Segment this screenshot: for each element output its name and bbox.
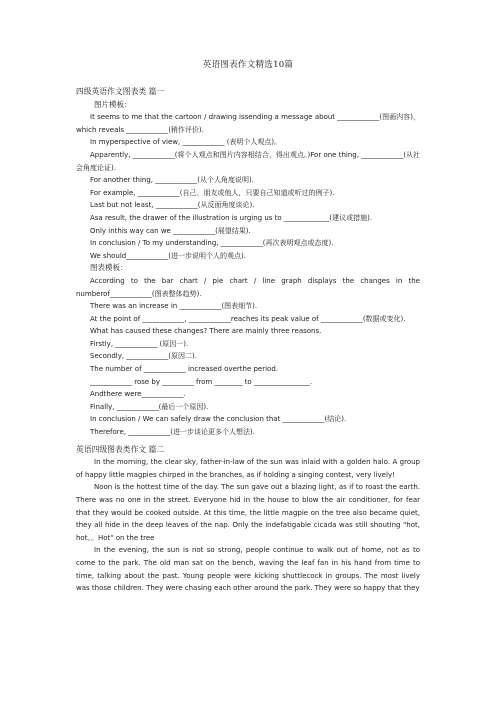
template-line: Therefore, ____________(进一步谈论更多个人想法).	[90, 428, 255, 437]
template-line: For another thing, ____________(从个人角度说明).	[90, 176, 254, 185]
template-line: Asa result, the drawer of the illustration is urging us to _____________(建议或措施).	[90, 213, 373, 222]
template-line: Last but not least, ____________(从反面角度谈论).	[90, 201, 255, 210]
template-line: Finally, ____________(最后一个原因).	[90, 402, 209, 411]
essay-paragraph: Noon is the hottest time of the day. The sun gave out a blazing light, as if to roast the earth. There was no one in the street. Everyone hid in the house to blow the air conditioner, for fear that they would be cooked outside. At this time, the little magpie on the tree also became quiet, they all hide in the deep leaves of the nap. Only the indefatigable cicada was still shouting "hot, hot。。Hot" on the tree	[76, 483, 420, 542]
template-line: At the point of ____________, ____________reaches its peak value of ____________(数据或变化).	[90, 314, 406, 323]
section-heading-2: 英语四级图表类作文 篇二	[76, 444, 165, 454]
essay-paragraph: In the morning, the clear sky, father-in-law of the sun was inlaid with a golden halo. A group of happy little magpies chirped in the branches, as if holding a singing contest, very lively!	[76, 458, 420, 479]
template-line: Only inthis way can we ____________(展望结果).	[90, 226, 251, 235]
subheading-chart-template: 图表模板：	[90, 263, 128, 273]
template-line: Firstly, ____________ (原因一).	[90, 339, 189, 348]
template-line: ____________ rose by _________ from ________ to ________________.	[90, 377, 313, 386]
template-line: Apparently, ____________(将个人观点和图片内容相结合，得出观点。)For one thing, ____________(从社会角度论证).	[76, 150, 420, 172]
template-line: The number of ____________ increased overthe period.	[90, 365, 279, 374]
template-line: It seems to me that the cartoon / drawing issending a message about ____________(图画内容)，which reveals ____________(稍作评价).	[76, 113, 420, 134]
section-heading-1: 四级英语作文图表类 篇一	[76, 87, 165, 96]
document-body	[76, 86, 420, 595]
document-title: 英语图表作文精选10篇	[202, 60, 294, 70]
template-line: In myperspective of view, ____________ (表明个人观点)。	[90, 138, 282, 147]
essay-paragraph: In the evening, the sun is not so strong, people continue to walk out of home, not as to come to the park. The old man sat on the bench, waving the leaf fan in his hand from time to time, talking about the past. Young people were kicking shuttlecock in groups. The most lively was those children. They were chasing each other around the park. They were so happy that they	[76, 546, 420, 593]
template-line: What has caused these changes? There are mainly three reasons.	[90, 327, 322, 336]
template-line: In conclusion / We can safely draw the conclusion that ____________(结论).	[90, 415, 347, 424]
template-line: Secondly, ____________(原因二).	[90, 352, 197, 361]
template-line: Andthere were____________.	[90, 390, 186, 399]
template-line: For example, ____________(自己、朋友或他人，只要自己知道或听过的例子).	[90, 188, 335, 197]
template-line: We should____________(进一步说明个人的观点).	[90, 251, 246, 260]
subheading-picture-template: 图片模板：	[94, 99, 132, 109]
template-line: According to the bar chart / pie chart / line graph displays the changes in the numberof____________(图表整体趋势).	[76, 276, 420, 298]
template-line: In conclusion / To my understanding, ____________(再次表明观点或态度).	[90, 239, 334, 248]
template-line: There was an increase in ____________(图表细节).	[90, 302, 258, 311]
